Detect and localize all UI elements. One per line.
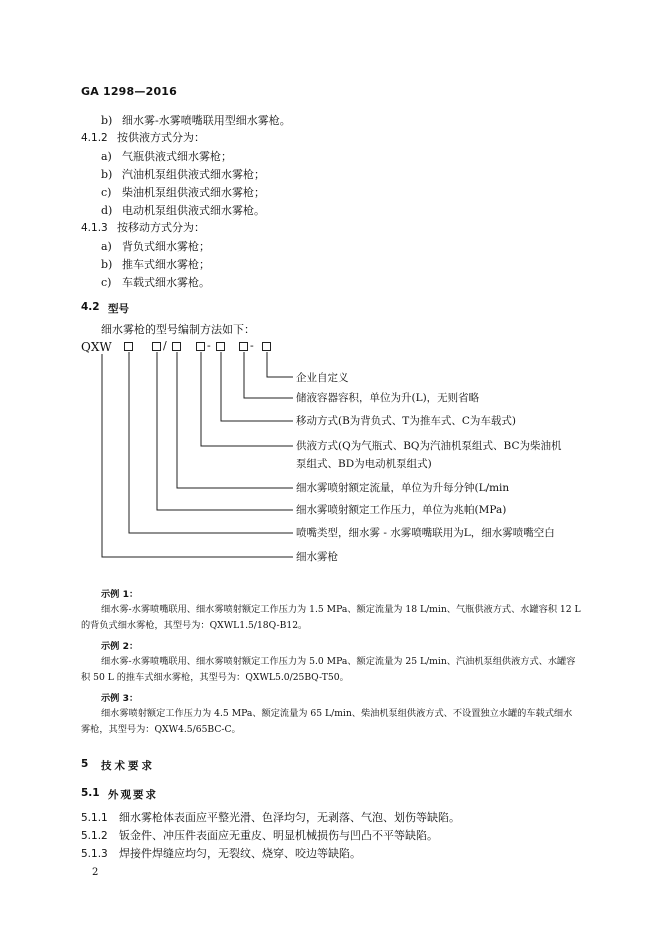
list-item-text: 柴油机泵组供液式细水雾枪； xyxy=(122,186,265,199)
list-item-text: 细水雾-水雾喷嘴联用型细水雾枪。 xyxy=(122,114,291,127)
list-item-marker: b) xyxy=(101,258,113,271)
list-item-text: 背负式细水雾枪； xyxy=(122,240,210,253)
list-item-text: 汽油机泵组供液式细水雾枪； xyxy=(122,168,265,181)
list-item-text: 推车式细水雾枪； xyxy=(122,258,210,271)
list-item-marker: c) xyxy=(101,186,112,199)
list-item-marker: a) xyxy=(101,150,112,163)
example-text: 雾枪，其型号为：QXW4.5/65BC-C。 xyxy=(81,724,241,735)
standard-code: GA 1298—2016 xyxy=(81,85,178,98)
code-label: 企业自定义 xyxy=(296,372,349,384)
code-label: 细水雾喷射额定流量，单位为升每分钟(L/min xyxy=(296,482,510,494)
example-text: 的背负式细水雾枪，其型号为：QXWL1.5/18Q-B12。 xyxy=(81,620,308,631)
section-number: 5.1 xyxy=(81,787,100,799)
code-label: 细水雾喷射额定工作压力，单位为兆帕(MPa) xyxy=(296,504,507,516)
code-separator: - xyxy=(207,339,211,352)
list-item-marker: a) xyxy=(101,240,112,253)
list-item-text: 气瓶供液式细水雾枪； xyxy=(122,150,232,163)
clause-title: 按供液方式分为： xyxy=(117,131,205,144)
code-separator: / xyxy=(163,339,167,352)
section-title: 外观要求 xyxy=(108,789,158,801)
list-item-marker: d) xyxy=(101,204,113,217)
code-label: 供液方式(Q为气瓶式、BQ为汽油机泵组式、BC为柴油机 xyxy=(296,440,562,452)
code-label: 喷嘴类型，细水雾 - 水雾喷嘴联用为L，细水雾喷嘴空白 xyxy=(296,527,555,539)
section-number: 4.2 xyxy=(81,301,100,313)
example-text: 积 50 L 的推车式细水雾枪，其型号为：QXWL5.0/25BQ-T50。 xyxy=(81,672,349,683)
clause-number: 4.1.2 xyxy=(81,132,108,144)
clause-text: 细水雾枪体表面应平整光滑、色泽均匀，无剥落、气泡、划伤等缺陷。 xyxy=(119,811,460,824)
clause-text: 焊接件焊缝应均匀，无裂纹、烧穿、咬边等缺陷。 xyxy=(119,847,361,860)
example-title: 示例 2： xyxy=(101,641,139,652)
section-title: 技术要求 xyxy=(101,760,155,772)
clause-number: 5.1.3 xyxy=(81,848,108,860)
example-title: 示例 1： xyxy=(101,589,139,600)
list-item-text: 电动机泵组供液式细水雾枪。 xyxy=(122,204,265,217)
list-item-marker: c) xyxy=(101,276,112,289)
example-title: 示例 3： xyxy=(101,693,139,704)
code-label: 细水雾枪 xyxy=(296,551,338,563)
example-text: 细水雾喷射额定工作压力为 4.5 MPa、额定流量为 65 L/min、柴油机泵组供液方式、不设置独立水罐的车载式细水 xyxy=(101,708,573,719)
code-label: 储液容器容积，单位为升(L)，无则省略 xyxy=(296,392,480,404)
clause-number: 5.1.2 xyxy=(81,830,108,842)
list-item-marker: b) xyxy=(101,168,113,181)
clause-title: 按移动方式分为： xyxy=(117,221,205,234)
model-code-prefix: QXW xyxy=(81,340,112,354)
list-item-text: 车载式细水雾枪。 xyxy=(122,276,210,289)
page-number: 2 xyxy=(92,867,99,878)
list-item-marker: b) xyxy=(101,114,113,127)
code-label: 泵组式、BD为电动机泵组式) xyxy=(296,458,432,470)
example-text: 细水雾-水雾喷嘴联用、细水雾喷射额定工作压力为 1.5 MPa、额定流量为 18 L/min、气瓶供液方式、水罐容积 12 L xyxy=(101,604,581,615)
clause-number: 5.1.1 xyxy=(81,812,108,824)
section-number: 5 xyxy=(81,758,89,770)
clause-text: 钣金件、冲压件表面应无重皮、明显机械损伤与凹凸不平等缺陷。 xyxy=(119,829,438,842)
code-separator: - xyxy=(250,339,254,352)
paragraph: 细水雾枪的型号编制方法如下： xyxy=(101,323,255,336)
section-title: 型号 xyxy=(108,303,129,315)
clause-number: 4.1.3 xyxy=(81,222,108,234)
code-label: 移动方式(B为背负式、T为推车式、C为车载式) xyxy=(296,415,516,427)
example-text: 细水雾-水雾喷嘴联用、细水雾喷射额定工作压力为 5.0 MPa、额定流量为 25 L/min、汽油机泵组供液方式、水罐容 xyxy=(101,656,576,667)
